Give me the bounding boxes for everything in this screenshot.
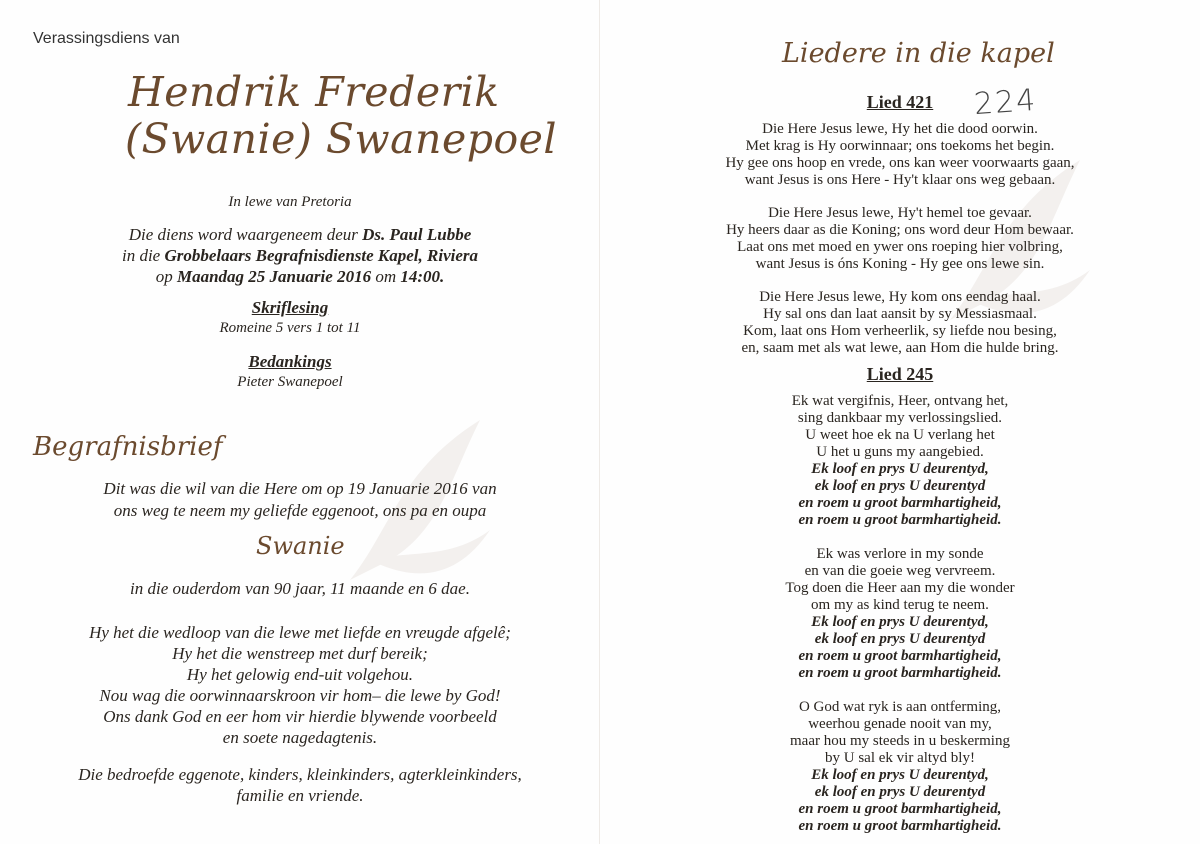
age-text: in die ouderdom van 90 jaar, 11 maande en 6 dae.	[130, 579, 470, 598]
service-line2: in die Grobbelaars Begrafnisdienste Kapel, Riviera	[121, 246, 479, 265]
refrain-line: ek loof en prys U deurentyd	[814, 784, 986, 800]
family-line: Die bedroefde eggenote, kinders, kleinkinders, agterkleinkinders,	[78, 765, 522, 784]
service-line3: op Maandag 25 Januarie 2016 om 14:00.	[155, 267, 445, 286]
refrain-line: en roem u groot barmhartigheid.	[798, 818, 1002, 834]
verse-line: Die Here Jesus lewe, Hy kom ons eendag haal.	[759, 289, 1041, 305]
verse-line: Tog doen die Heer aan my die wonder	[785, 580, 1015, 596]
refrain-line: Ek loof en prys U deurentyd,	[811, 767, 989, 783]
verse-line: Hy heers daar as die Koning; ons word deur Hom bewaar.	[726, 222, 1074, 238]
refrain-line: en roem u groot barmhartigheid,	[798, 495, 1002, 511]
service-details	[30, 224, 570, 287]
poem-line: Hy het gelowig end-uit volgehou.	[186, 665, 414, 684]
verse-line: U weet hoe ek na U verlang het	[805, 427, 995, 443]
verse-line: maar hou my steeds in u beskerming	[790, 733, 1010, 749]
song2-section	[700, 364, 1100, 835]
song1-stanza	[700, 121, 1100, 189]
deceased-name-line1: Hendrik Frederik	[128, 68, 500, 116]
service-time: 14:00.	[400, 267, 445, 286]
verse-line: Hy gee ons hoop en vrede, ons kan weer voorwaarts gaan,	[725, 155, 1075, 171]
refrain-line: Ek loof en prys U deurentyd,	[811, 614, 989, 630]
song2-stanza	[700, 699, 1100, 835]
service-line1: Die diens word waargeneem deur Ds. Paul Lubbe	[128, 225, 472, 244]
reading-text: Romeine 5 vers 1 tot 11	[219, 320, 361, 336]
refrain-line: en roem u groot barmhartigheid,	[798, 801, 1002, 817]
nickname: Swanie	[256, 532, 345, 560]
intro-text: Verassingsdiens van	[33, 30, 180, 47]
thanks-heading: Bedankings	[248, 352, 332, 371]
thanks-section	[140, 352, 440, 392]
poem-line: Ons dank God en eer hom vir hierdie blywende voorbeeld	[103, 707, 497, 726]
family-text	[30, 764, 570, 806]
residence: In lewe van Pretoria	[228, 194, 352, 210]
reading-heading: Skriflesing	[251, 298, 329, 317]
verse-line: by U sal ek vir altyd bly!	[825, 750, 975, 766]
verse-line: en van die goeie weg vervreem.	[804, 563, 996, 579]
verse-line: Die Here Jesus lewe, Hy het die dood oorwin.	[762, 121, 1038, 137]
reading-section	[140, 298, 440, 338]
song1-stanza	[700, 289, 1100, 357]
page-fold	[599, 0, 600, 844]
verse-line: Met krag is Hy oorwinnaar; ons toekoms het begin.	[745, 138, 1055, 154]
song1-stanza	[700, 205, 1100, 273]
handwritten-number: 224	[972, 82, 1039, 123]
poem	[30, 622, 570, 748]
poem-line: Hy het die wedloop van die lewe met liefde en vreugde afgelê;	[89, 623, 511, 642]
song1-section	[700, 92, 1100, 357]
verse-line: want Jesus is óns Koning - Hy gee ons lewe sin.	[755, 256, 1045, 272]
refrain-line: en roem u groot barmhartigheid,	[798, 648, 1002, 664]
letter-line: ons weg te neem my geliefde eggenoot, ons pa en oupa	[113, 501, 487, 520]
deceased-name-line2: (Swanie) Swanepoel	[125, 115, 558, 163]
family-line: familie en vriende.	[236, 786, 364, 805]
letter-text	[30, 478, 570, 522]
verse-line: weerhou genade nooit van my,	[808, 716, 992, 732]
verse-line: en, saam met als wat lewe, aan Hom die hulde bring.	[741, 340, 1059, 356]
song1-heading: Lied 421	[866, 92, 934, 112]
refrain-line: ek loof en prys U deurentyd	[814, 631, 986, 647]
verse-line: Ek was verlore in my sonde	[816, 546, 984, 562]
verse-line: sing dankbaar my verlossingslied.	[797, 410, 1003, 426]
verse-line: want Jesus is ons Here - Hy't klaar ons weg gebaan.	[744, 172, 1056, 188]
refrain-line: en roem u groot barmhartigheid.	[798, 512, 1002, 528]
verse-line: Die Here Jesus lewe, Hy't hemel toe gevaar.	[768, 205, 1032, 221]
venue: Grobbelaars Begrafnisdienste Kapel, Riviera	[164, 246, 479, 265]
verse-line: O God wat ryk is aan ontferming,	[798, 699, 1002, 715]
refrain-line: en roem u groot barmhartigheid.	[798, 665, 1002, 681]
verse-line: Kom, laat ons Hom verheerlik, sy liefde nou besing,	[743, 323, 1057, 339]
minister-name: Ds. Paul Lubbe	[362, 225, 472, 244]
letter-title: Begrafnisbrief	[33, 432, 223, 462]
song2-stanza	[700, 393, 1100, 529]
poem-line: Hy het die wenstreep met durf bereik;	[172, 644, 428, 663]
verse-line: Laat ons met moed en ywer ons roeping hier volbring,	[737, 239, 1063, 255]
poem-line: Nou wag die oorwinnaarskroon vir hom– die lewe by God!	[99, 686, 501, 705]
poem-line: en soete nagedagtenis.	[222, 728, 378, 747]
service-date: Maandag 25 Januarie 2016	[176, 267, 372, 286]
verse-line: U het u guns my aangebied.	[816, 444, 984, 460]
letter-line: Dit was die wil van die Here om op 19 Januarie 2016 van	[103, 479, 497, 498]
songs-title: Liedere in die kapel	[782, 38, 1055, 69]
refrain-line: Ek loof en prys U deurentyd,	[811, 461, 989, 477]
song2-stanza	[700, 546, 1100, 682]
verse-line: Hy sal ons dan laat aansit by sy Messiasmaal.	[763, 306, 1037, 322]
refrain-line: ek loof en prys U deurentyd	[814, 478, 986, 494]
thanks-text: Pieter Swanepoel	[237, 374, 343, 390]
verse-line: Ek wat vergifnis, Heer, ontvang het,	[791, 393, 1009, 409]
song2-heading: Lied 245	[866, 364, 934, 384]
verse-line: om my as kind terug te neem.	[811, 597, 989, 613]
